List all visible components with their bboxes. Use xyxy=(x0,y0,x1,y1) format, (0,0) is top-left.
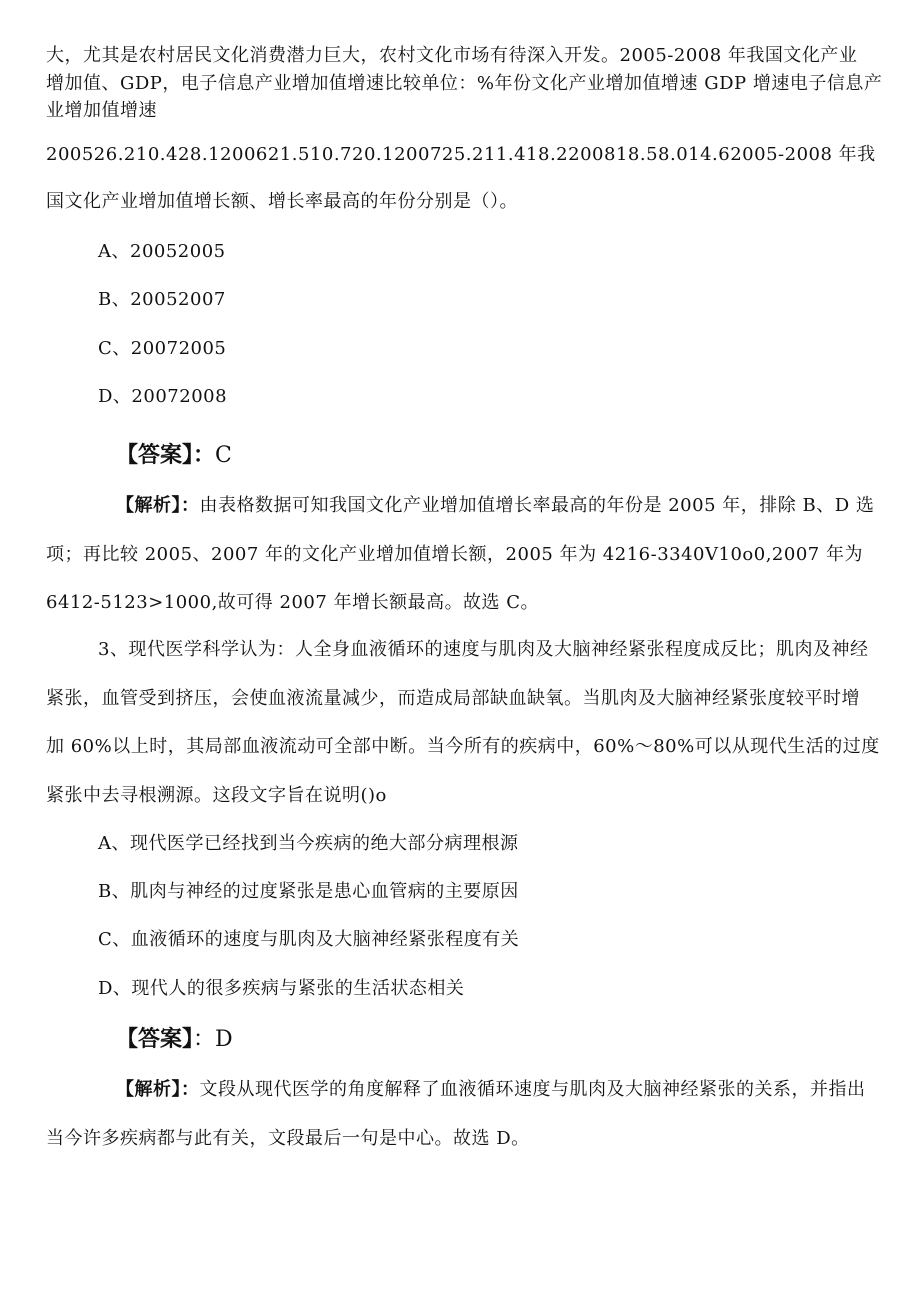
q2-answer xyxy=(116,442,232,470)
q3-option-a: A、现代医学已经找到当今疾病的绝大部分病理根源 xyxy=(98,833,519,854)
q3-stem-line-4: 紧张中去寻根溯源。这段文字旨在说明()o xyxy=(46,785,387,806)
q3-option-d: D、现代人的很多疾病与紧张的生活状态相关 xyxy=(98,978,465,999)
q3-analysis-line-2: 当今许多疾病都与此有关，文段最后一句是中心。故选 D。 xyxy=(46,1128,530,1149)
q2-stem-line-5: 国文化产业增加值增长额、增长率最高的年份分别是（）。 xyxy=(46,191,518,212)
q3-answer-label: 【答案】 xyxy=(116,1027,194,1052)
q3-option-c: C、血液循环的速度与肌肉及大脑神经紧张程度有关 xyxy=(98,929,520,950)
q2-analysis-label: 【解析】： xyxy=(116,495,200,516)
q3-analysis-text-1: 文段从现代医学的角度解释了血液循环速度与肌肉及大脑神经紧张的关系，并指出 xyxy=(199,1079,866,1100)
q3-analysis-label: 【解析】： xyxy=(116,1079,200,1100)
q3-stem-line-3: 加 60%以上时，其局部血液流动可全部中断。当今所有的疾病中，60%～80%可以从现代生活的过度 xyxy=(46,736,880,757)
q3-stem-line-2: 紧张，血管受到挤压，会使血液流量减少，而造成局部缺血缺氧。当肌肉及大脑神经紧张度较平时增 xyxy=(46,688,860,709)
q2-answer-value: C xyxy=(215,443,232,468)
q2-option-b: B、20052007 xyxy=(98,289,226,310)
q3-option-b: B、肌肉与神经的过度紧张是患心血管病的主要原因 xyxy=(98,881,519,902)
q3-stem-line-1: 3、现代医学科学认为：人全身血液循环的速度与肌肉及大脑神经紧张程度成反比；肌肉及神经 xyxy=(98,639,869,660)
q2-stem-line-1: 大，尤其是农村居民文化消费潜力巨大，农村文化市场有待深入开发。2005-2008 年我国文化产业 xyxy=(46,45,858,66)
q2-analysis-text-1: 由表格数据可知我国文化产业增加值增长率最高的年份是 2005 年，排除 B、D 选 xyxy=(199,495,875,516)
q2-stem-line-2: 增加值、GDP，电子信息产业增加值增速比较单位：%年份文化产业增加值增速 GDP 增速电子信息产 xyxy=(46,73,883,94)
q2-stem-line-4: 200526.210.428.1200621.510.720.1200725.211.418.2200818.58.014.62005-2008 年我 xyxy=(46,144,876,165)
q3-analysis-line-1 xyxy=(116,1078,866,1102)
q2-stem-line-3: 业增加值增速 xyxy=(46,100,157,121)
q3-answer xyxy=(116,1026,233,1054)
q2-analysis-line-3: 6412-5123>1000,故可得 2007 年增长额最高。故选 C。 xyxy=(46,592,540,613)
q2-analysis-line-2: 项；再比较 2005、2007 年的文化产业增加值增长额，2005 年为 4216-3340V10o0,2007 年为 xyxy=(46,544,863,565)
q2-option-c: C、20072005 xyxy=(98,338,227,359)
q2-option-d: D、20072008 xyxy=(98,386,228,407)
q2-answer-label: 【答案】： xyxy=(116,443,216,468)
q2-analysis-line-1 xyxy=(116,494,874,518)
q2-option-a: A、20052005 xyxy=(98,241,226,262)
q3-answer-value: ：D xyxy=(193,1027,233,1052)
